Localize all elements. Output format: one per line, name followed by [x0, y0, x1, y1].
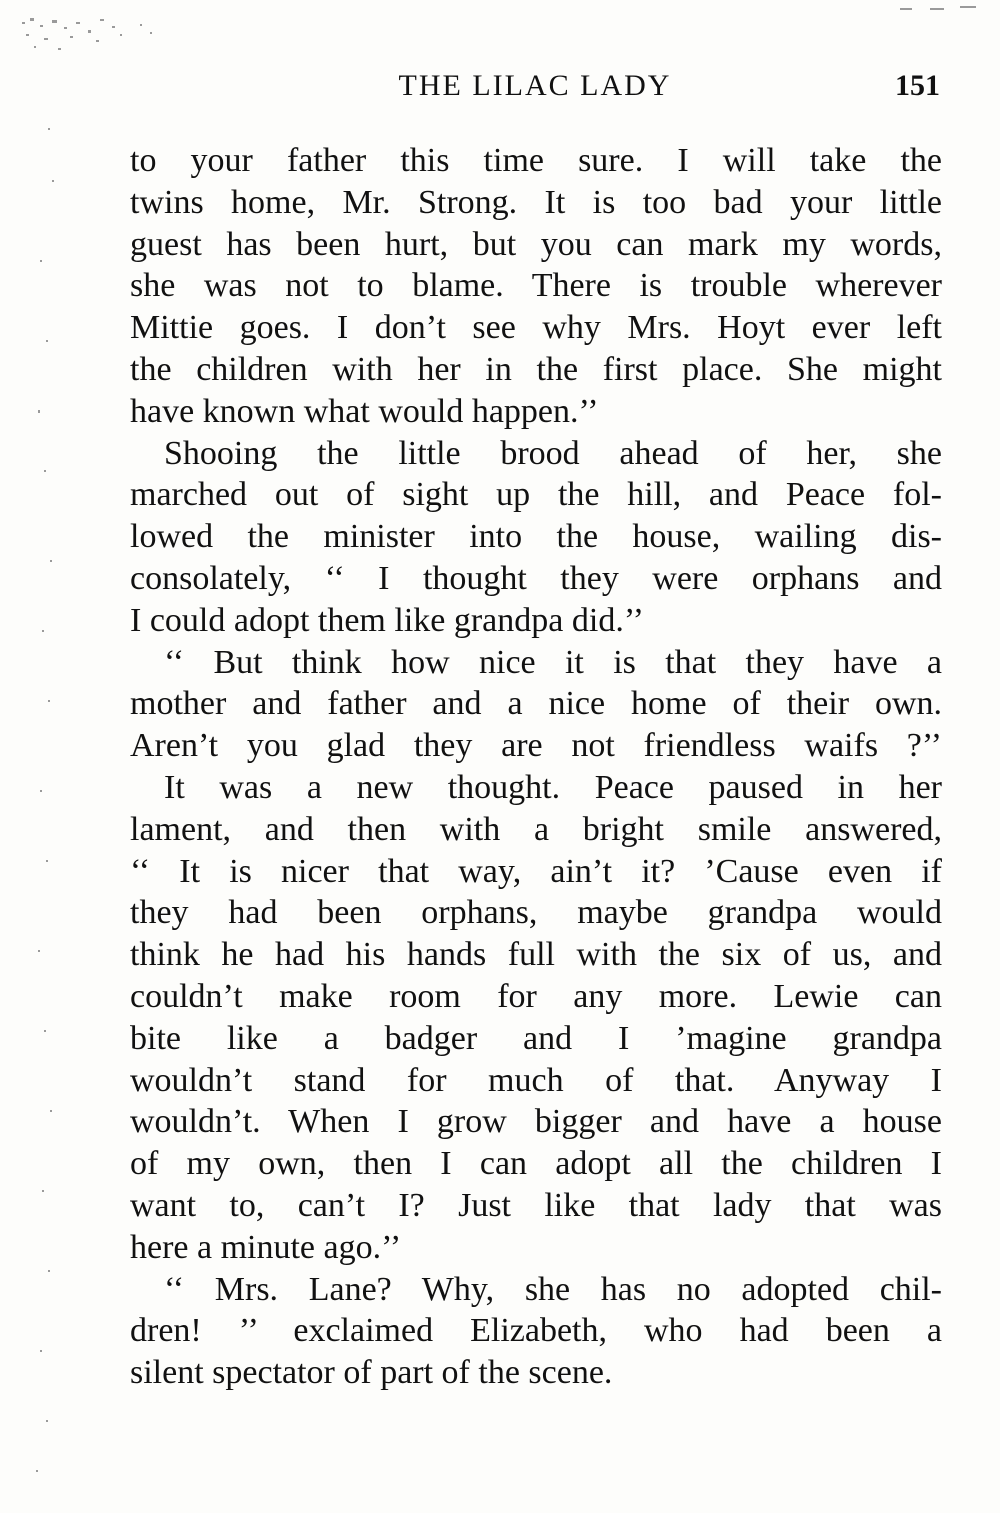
text-line: she was not to blame. There is trouble wherever: [130, 267, 942, 305]
text-line: Aren’t you glad they are not friendless waifs ?’’: [130, 727, 942, 765]
text-line: lament, and then with a bright smile answered,: [130, 810, 942, 848]
text-line: consolately, ‘‘ I thought they were orphans and: [130, 559, 942, 597]
page-number: 151: [895, 69, 940, 102]
text-line: I could adopt them like grandpa did.’’: [130, 601, 644, 639]
text-line: guest has been hurt, but you can mark my words,: [130, 225, 942, 263]
text-line: wouldn’t stand for much of that. Anyway I: [130, 1061, 942, 1099]
text-line: Shooing the little brood ahead of her, she: [164, 434, 942, 472]
text-line: the children with her in the first place. She might: [130, 350, 942, 388]
text-line: want to, can’t I? Just like that lady that was: [130, 1186, 942, 1224]
text-line: silent spectator of part of the scene.: [130, 1354, 613, 1392]
text-line: of my own, then I can adopt all the children I: [130, 1145, 942, 1183]
text-line: ‘‘ But think how nice it is that they have a: [164, 643, 942, 681]
text-line: here a minute ago.’’: [130, 1228, 402, 1266]
text-line: have known what would happen.’’: [130, 392, 599, 430]
text-line: ‘‘ Mrs. Lane? Why, she has no adopted chil-: [164, 1270, 942, 1308]
text-line: lowed the minister into the house, wailing dis-: [130, 518, 942, 556]
text-line: It was a new thought. Peace paused in her: [164, 768, 942, 806]
running-head: [130, 66, 940, 106]
text-line: marched out of sight up the hill, and Peace fol-: [130, 476, 942, 514]
text-line: they had been orphans, maybe grandpa would: [130, 894, 942, 932]
body-text: [130, 140, 942, 1394]
text-line: couldn’t make room for any more. Lewie can: [130, 977, 942, 1015]
text-line: twins home, Mr. Strong. It is too bad your little: [130, 183, 942, 221]
text-line: think he had his hands full with the six of us, and: [130, 936, 942, 974]
text-line: wouldn’t. When I grow bigger and have a house: [130, 1103, 942, 1141]
text-line: mother and father and a nice home of their own.: [130, 685, 942, 723]
text-line: to your father this time sure. I will take the: [130, 142, 942, 179]
running-title: THE LILAC LADY: [398, 69, 672, 102]
text-line: bite like a badger and I ’magine grandpa: [130, 1019, 942, 1057]
text-line: Mittie goes. I don’t see why Mrs. Hoyt ever left: [130, 309, 942, 347]
text-line: dren! ’’ exclaimed Elizabeth, who had been a: [130, 1312, 942, 1350]
text-line: ‘‘ It is nicer that way, ain’t it? ’Cause even if: [130, 852, 942, 890]
